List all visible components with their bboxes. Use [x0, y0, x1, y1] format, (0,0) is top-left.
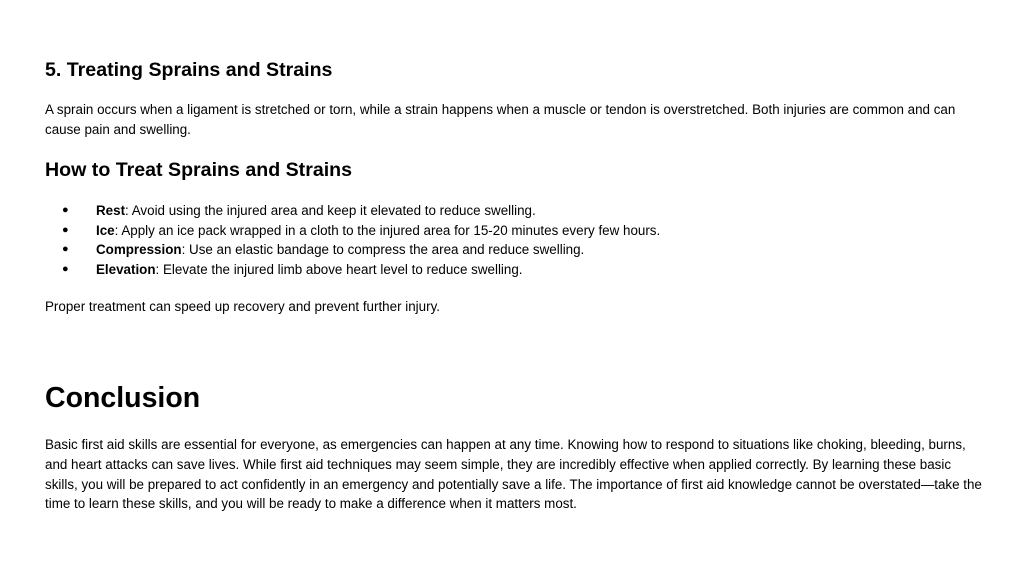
list-item-ice	[45, 221, 985, 241]
closing-sentence: Proper treatment can speed up recovery and prevent further injury.	[45, 299, 440, 314]
treatment-subheading: How to Treat Sprains and Strains	[45, 159, 353, 181]
bullet-icon: ●	[62, 204, 69, 216]
list-item-text: : Apply an ice pack wrapped in a cloth to the injured area for 15-20 minutes every few hours.	[114, 222, 661, 238]
list-item-text: : Use an elastic bandage to compress the area and reduce swelling.	[181, 242, 585, 258]
list-item-rest	[45, 201, 985, 221]
bullet-icon: ●	[62, 262, 69, 275]
section-title: 5. Treating Sprains and Strains	[45, 59, 333, 81]
list-item-text: : Avoid using the injured area and keep it elevated to reduce swelling.	[125, 203, 536, 218]
list-item-term: Elevation	[96, 261, 156, 277]
list-item-term: Compression	[96, 242, 182, 258]
bullet-icon: ●	[62, 243, 69, 256]
bullet-icon: ●	[62, 223, 69, 236]
list-item-text: : Elevate the injured limb above heart level to reduce swelling.	[155, 261, 523, 277]
intro-paragraph: A sprain occurs when a ligament is stretched or torn, while a strain happens when a muscle or tendon is overstretched. Both injuries are common and can cause pain and swelling.	[45, 102, 956, 137]
conclusion-heading: Conclusion	[45, 382, 201, 414]
list-item-term: Ice	[96, 222, 115, 238]
list-item-compression	[45, 240, 985, 260]
conclusion-paragraph: Basic first aid skills are essential for everyone, as emergencies can happen at any time. Knowing how to respond to situations like choking, bleeding, burns, and heart attacks can save lives. While first aid techniques may seem simple, they are incredibly effective when applied correctly. By learning these basic skills, you will be prepared to act confidently in an emergency and potentially save a life. The importance of first aid knowledge cannot be overstated—take the time to learn these skills, and you will be ready to make a difference when it matters most.	[45, 437, 982, 512]
list-item-term: Rest	[96, 203, 126, 218]
treatment-list	[45, 201, 985, 279]
list-item-elevation	[45, 260, 985, 280]
